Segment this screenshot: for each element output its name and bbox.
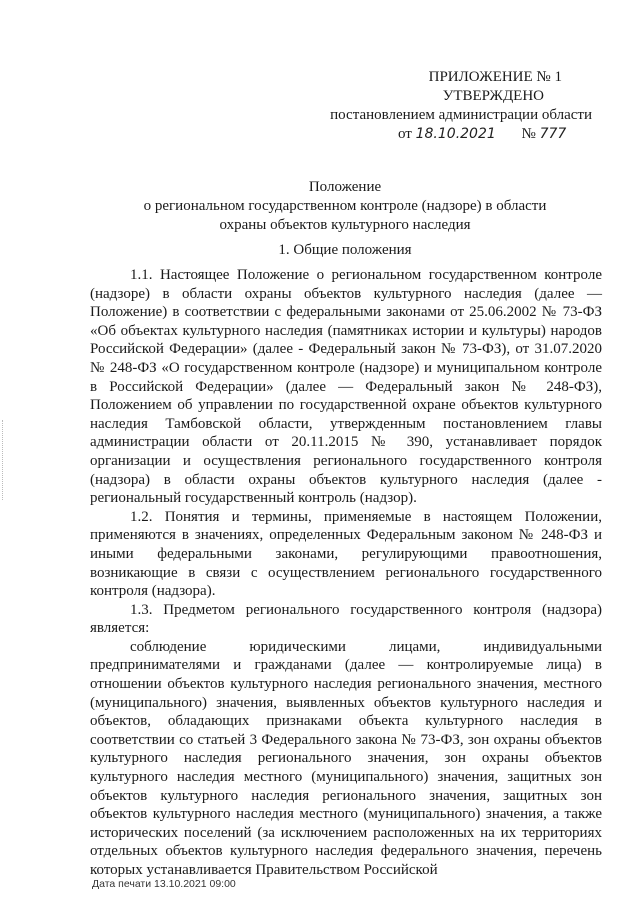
title-line-3: охраны объектов культурного наследия xyxy=(219,217,471,233)
document-body xyxy=(90,266,602,880)
section-heading: 1. Общие положения xyxy=(278,242,412,258)
date-prefix: от xyxy=(398,126,412,142)
handwritten-date: 18.10.2021 xyxy=(415,126,496,142)
handwritten-number: 777 xyxy=(539,126,567,142)
approved-label: УТВЕРЖДЕНО xyxy=(442,88,544,104)
paragraph-1-2: 1.2. Понятия и термины, применяемые в настоящем Положении, применяются в значениях, определенных Федеральным законом № 248-ФЗ и иными федеральными законами, регулирующими правоотношения, возникающие в связи с осуществлением регионального государственного контроля (надзора). xyxy=(90,508,602,600)
scan-margin-mark xyxy=(2,420,5,500)
approval-header xyxy=(292,68,592,125)
resolution-label: постановлением администрации области xyxy=(330,107,592,123)
document-title xyxy=(90,178,600,235)
number-prefix: № xyxy=(521,126,536,142)
print-date-footer: Дата печати 13.10.2021 09:00 xyxy=(92,878,236,890)
paragraph-1-1: 1.1. Настоящее Положение о региональном государственном контроле (надзоре) в области охраны объектов культурного наследия (далее — Положение) в соответствии с федеральными законами от 25.06.2002 № 73-ФЗ «Об объектах культурного наследия (памятниках истории и культуры) народов Российской Федерации» (далее - Федеральный закон № 73-ФЗ), от 31.07.2020 № 248-ФЗ «О государственном контроле (надзоре) и муниципальном контроле в Российской Федерации» (далее — Федеральный закон № 248-ФЗ), Положением об управлении по государственной охране объектов культурного наследия Тамбовской области, утвержденным постановлением главы администрации области от 20.11.2015 № 390, устанавливает порядок организации и осуществления регионального государственного контроля (надзора) в области охраны объектов культурного наследия (далее - региональный государственный контроль (надзор). xyxy=(90,267,602,507)
title-line-2: о региональном государственном контроле (надзоре) в области xyxy=(143,198,547,214)
paragraph-1-3-item: соблюдение юридическими лицами, индивидуальными предпринимателями и гражданами (далее — контролируемые лица) в отношении объектов культурного наследия регионального значения, местного (муниципального) значения, выявленных объектов культурного наследия и объектов, обладающих признаками объекта культурного наследия в соответствии со статьей 3 Федерального закона № 73-ФЗ, зон охраны объектов культурного наследия регионального значения, зон охраны объектов культурного наследия местного (муниципального) значения, защитных зон объектов культурного наследия регионального значения, защитных зон объектов культурного наследия местного (муниципального) значения, а также исторических поселений (за исключением расположенных на их территориях отдельных объектов культурного наследия федерального значения, перечень которых устанавливается Правительством Российской xyxy=(90,638,602,878)
paragraph-1-3: 1.3. Предметом регионального государственного контроля (надзора) является: xyxy=(90,601,602,637)
appendix-label: ПРИЛОЖЕНИЕ № 1 xyxy=(428,69,562,85)
resolution-date-line xyxy=(398,125,566,144)
title-line-1: Положение xyxy=(308,179,382,195)
